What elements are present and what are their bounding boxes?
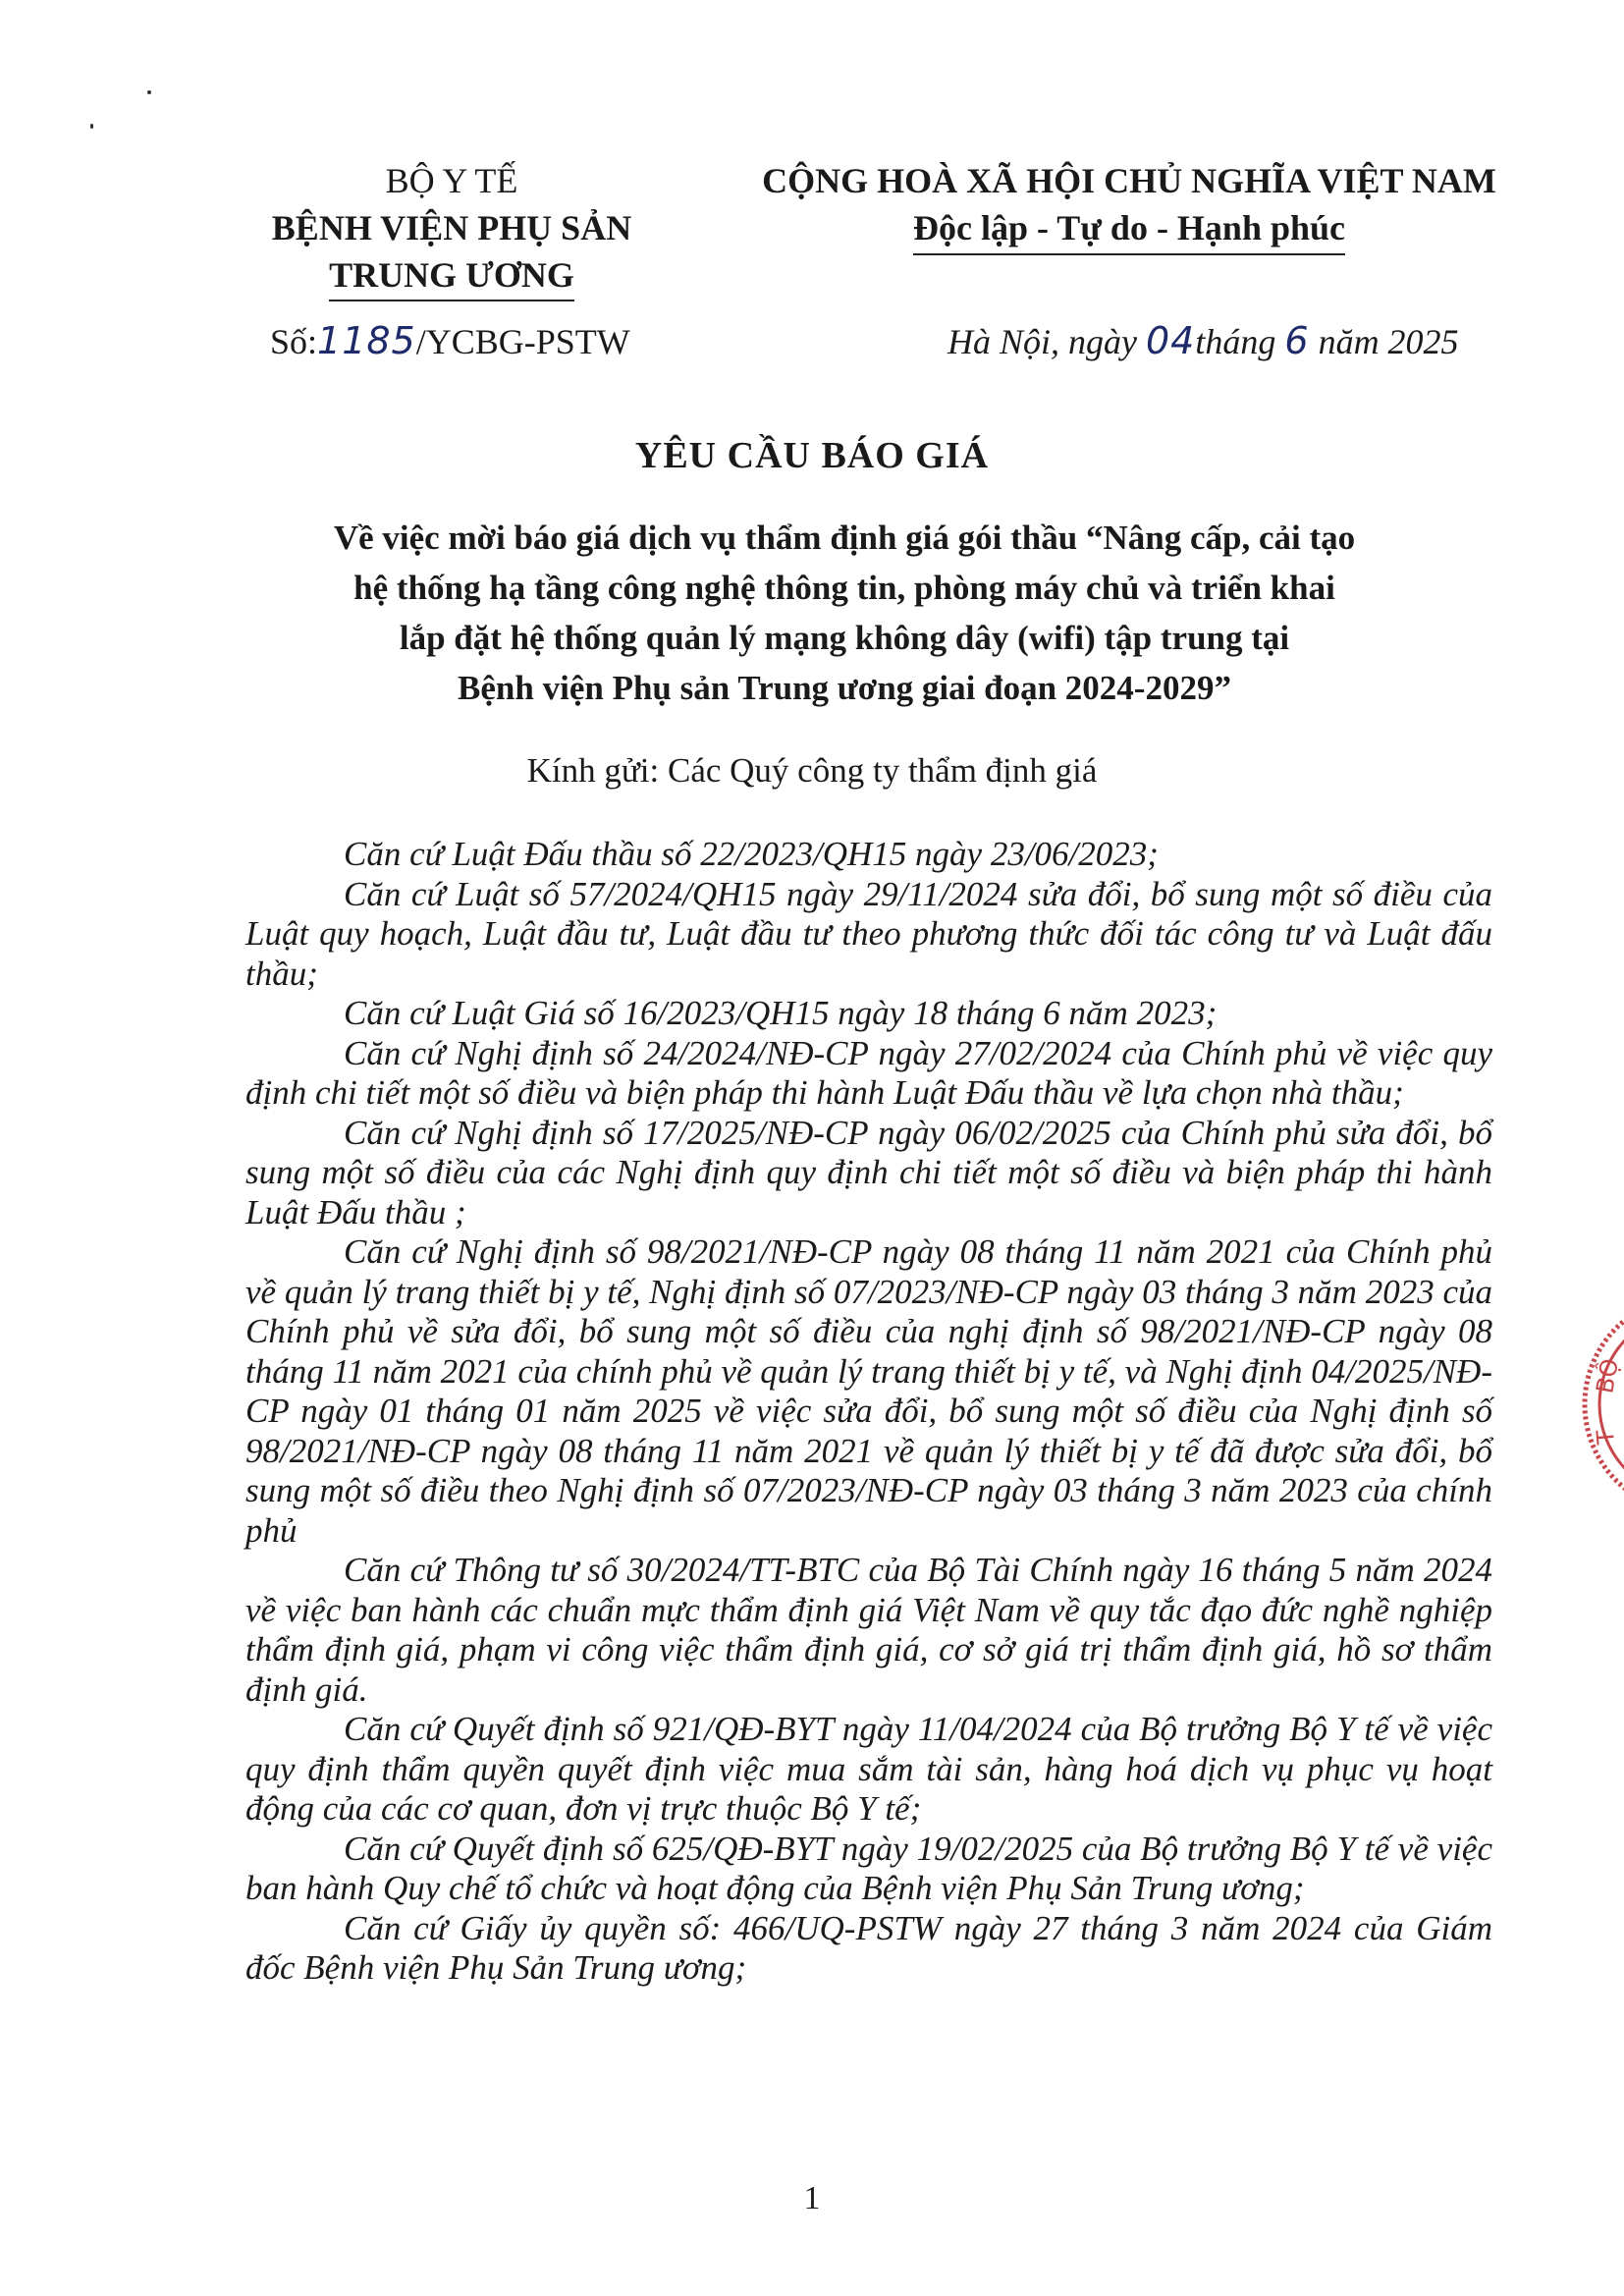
- subject-line: Về việc mời báo giá dịch vụ thẩm định giá gói thầu “Nâng cấp, cải tạo: [333, 519, 1356, 557]
- national-motto: Độc lập - Tự do - Hạnh phúc: [913, 204, 1345, 255]
- document-title: YÊU CẦU BÁO GIÁ: [634, 435, 990, 476]
- svg-text:T: T: [1591, 1428, 1620, 1446]
- document-date: [947, 319, 1459, 362]
- page-number: 1: [803, 2180, 821, 2216]
- legal-basis-item: Căn cứ Thông tư số 30/2024/TT-BTC của Bộ Tài Chính ngày 16 tháng 5 năm 2024 về việc ban hành các chuẩn mực thẩm định giá Việt Nam về quy tắc đạo đức nghề nghiệp thẩm định giá, phạm vi công việc thẩm định giá, cơ sở giá trị thẩm định giá, hồ sơ thẩm định giá.: [245, 1551, 1492, 1709]
- date-handwritten-month: 6: [1284, 319, 1310, 362]
- date-month-label: tháng: [1195, 322, 1276, 361]
- legal-basis-item: Căn cứ Giấy ủy quyền số: 466/UQ-PSTW ngày 27 tháng 3 năm 2024 của Giám đốc Bệnh viện Phụ Sản Trung ương;: [245, 1908, 1492, 1987]
- scan-speck: [90, 124, 93, 129]
- reference-prefix: Số:: [270, 322, 318, 361]
- svg-text:BỘ: BỘ: [1591, 1356, 1624, 1396]
- legal-basis-item: Căn cứ Quyết định số 625/QĐ-BYT ngày 19/02/2025 của Bộ trưởng Bộ Y tế về việc ban hành Quy chế tổ chức và hoạt động của Bệnh viện Phụ Sản Trung ương;: [245, 1829, 1492, 1907]
- issuing-agency: [187, 157, 717, 301]
- legal-bases: [245, 835, 1492, 1989]
- reference-suffix: /YCBG-PSTW: [415, 322, 630, 361]
- hospital-name-line1: BỆNH VIỆN PHỤ SẢN: [271, 208, 632, 247]
- recipient-line: Kính gửi: Các Quý công ty thẩm định giá: [526, 751, 1098, 790]
- ministry-name: BỘ Y TẾ: [385, 161, 518, 200]
- legal-basis-item: Căn cứ Nghị định số 24/2024/NĐ-CP ngày 27/02/2024 của Chính phủ về việc quy định chi tiết một số điều và biện pháp thi hành Luật Đấu thầu về lựa chọn nhà thầu;: [245, 1033, 1492, 1112]
- subject-line: lắp đặt hệ thống quản lý mạng không dây (wifi) tập trung tại: [399, 619, 1290, 657]
- subject-line: Bệnh viện Phụ sản Trung ương giai đoạn 2024-2029”: [458, 669, 1231, 707]
- date-place-prefix: Hà Nội, ngày: [947, 322, 1137, 361]
- official-stamp-partial: [1545, 1286, 1624, 1522]
- legal-basis-item: Căn cứ Nghị định số 17/2025/NĐ-CP ngày 06/02/2025 của Chính phủ sửa đổi, bổ sung một số điều của các Nghị định quy định chi tiết một số điều và biện pháp thi hành Luật Đấu thầu ;: [245, 1113, 1492, 1231]
- nation-name: CỘNG HOÀ XÃ HỘI CHỦ NGHĨA VIỆT NAM: [762, 161, 1496, 200]
- legal-basis-item: Căn cứ Luật Đấu thầu số 22/2023/QH15 ngày 23/06/2023;: [344, 835, 1159, 873]
- subject-line: hệ thống hạ tầng công nghệ thông tin, phòng máy chủ và triển khai: [353, 569, 1335, 607]
- legal-basis-item: Căn cứ Luật Giá số 16/2023/QH15 ngày 18 tháng 6 năm 2023;: [344, 994, 1218, 1032]
- legal-basis-item: Căn cứ Nghị định số 98/2021/NĐ-CP ngày 08 tháng 11 năm 2021 của Chính phủ về quản lý trang thiết bị y tế, Nghị định số 07/2023/NĐ-CP ngày 03 tháng 3 năm 2023 của Chính phủ về sửa đổi, bổ sung một số điều của nghị định số 98/2021/NĐ-CP ngày 08 tháng 11 năm 2021 của chính phủ về quản lý trang thiết bị y tế, và Nghị định 04/2025/NĐ-CP ngày 01 tháng 01 năm 2025 về việc sửa đổi, bổ sung một số điều của Nghị định số 98/2021/NĐ-CP ngày 08 tháng 11 năm 2021 về quản lý thiết bị y tế đã được sửa đổi, bổ sung một số điều theo Nghị định số 07/2023/NĐ-CP ngày 03 tháng 3 năm 2023 của chính phủ: [245, 1232, 1492, 1550]
- scan-speck: [147, 90, 151, 94]
- reference-handwritten-number: 1185: [317, 319, 416, 362]
- hospital-name-line2: TRUNG ƯƠNG: [329, 251, 574, 301]
- date-year: năm 2025: [1318, 322, 1459, 361]
- reference-number: [270, 319, 630, 362]
- national-header: [727, 157, 1532, 255]
- document-subject: [285, 513, 1404, 713]
- date-handwritten-day: 04: [1146, 319, 1196, 362]
- legal-basis-item: Căn cứ Quyết định số 921/QĐ-BYT ngày 11/04/2024 của Bộ trưởng Bộ Y tế về việc quy định thẩm quyền quyết định việc mua sắm tài sản, hàng hoá dịch vụ phục vụ hoạt động của các cơ quan, đơn vị trực thuộc Bộ Y tế;: [245, 1710, 1492, 1828]
- legal-basis-item: Căn cứ Luật số 57/2024/QH15 ngày 29/11/2024 sửa đổi, bổ sung một số điều của Luật quy hoạch, Luật đầu tư, Luật đầu tư theo phương thức đối tác công tư và Luật đấu thầu;: [245, 874, 1492, 993]
